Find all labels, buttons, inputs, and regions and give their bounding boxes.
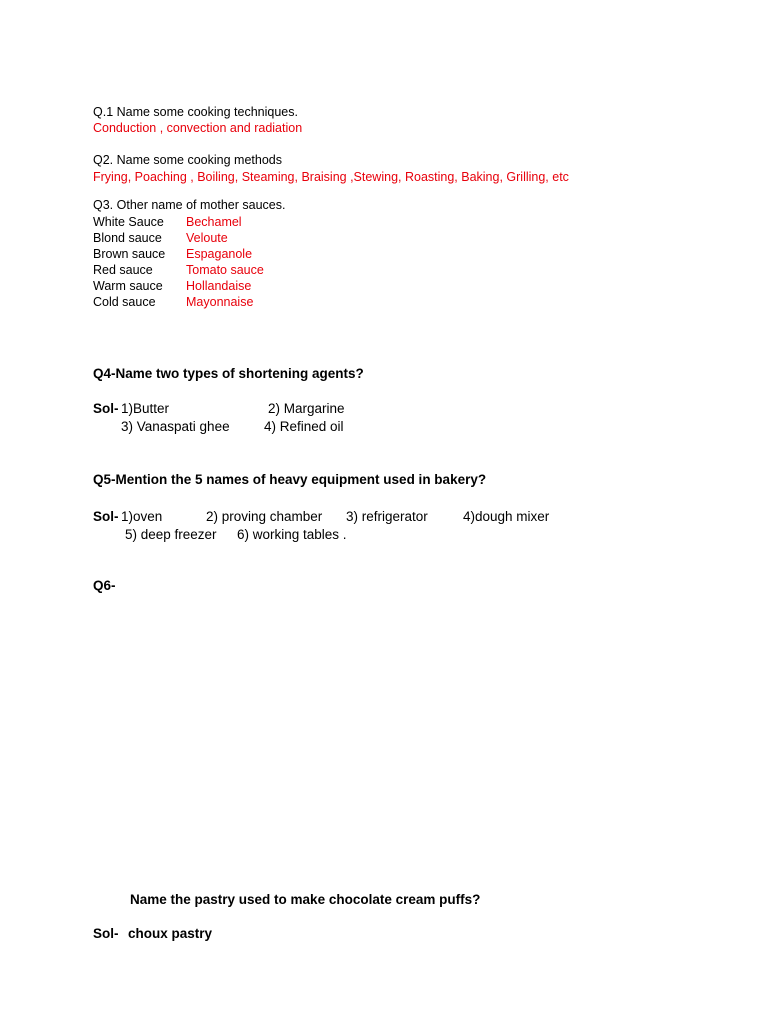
q3-sauce-name: Veloute [186, 231, 228, 245]
q6-sol-label: Sol- [93, 926, 119, 941]
q5-item: 4)dough mixer [463, 509, 550, 524]
q5-item: 2) proving chamber [206, 509, 323, 524]
q3-sauce-label: Red sauce [93, 263, 153, 277]
q5-item: 1)oven [121, 509, 163, 524]
q4-item: 4) Refined oil [264, 419, 344, 434]
q5-item: 3) refrigerator [346, 509, 428, 524]
q3-question: Q3. Other name of mother sauces. [93, 198, 286, 212]
q5-sol-label: Sol- [93, 509, 119, 524]
q5-question: Q5-Mention the 5 names of heavy equipment used in bakery? [93, 472, 487, 487]
q1-question: Q.1 Name some cooking techniques. [93, 105, 298, 119]
q1-answer: Conduction , convection and radiation [93, 121, 303, 135]
q3-sauce-label: Brown sauce [93, 247, 166, 261]
q3-sauce-label: Warm sauce [93, 279, 163, 293]
q4-question: Q4-Name two types of shortening agents? [93, 366, 364, 381]
q3-sauce-name: Espaganole [186, 247, 253, 261]
q2-answer: Frying, Poaching , Boiling, Steaming, Braising ,Stewing, Roasting, Baking, Grilling, etc [93, 170, 569, 184]
q6-question: Name the pastry used to make chocolate cream puffs? [130, 892, 481, 907]
q4-item: 3) Vanaspati ghee [121, 419, 230, 434]
q4-item: 1)Butter [121, 401, 170, 416]
q5-item: 5) deep freezer [125, 527, 217, 542]
q3-sauce-name: Mayonnaise [186, 295, 254, 309]
q6-label: Q6- [93, 578, 116, 593]
q4-sol-label: Sol- [93, 401, 119, 416]
q6-answer: choux pastry [128, 926, 213, 941]
q3-sauce-name: Tomato sauce [186, 263, 264, 277]
q5-item: 6) working tables . [237, 527, 347, 542]
q2-question: Q2. Name some cooking methods [93, 153, 282, 167]
q3-sauce-name: Bechamel [186, 215, 242, 229]
q3-sauce-label: Cold sauce [93, 295, 156, 309]
q3-sauce-label: White Sauce [93, 215, 164, 229]
q4-item: 2) Margarine [268, 401, 345, 416]
q3-sauce-name: Hollandaise [186, 279, 252, 293]
q3-sauce-label: Blond sauce [93, 231, 162, 245]
